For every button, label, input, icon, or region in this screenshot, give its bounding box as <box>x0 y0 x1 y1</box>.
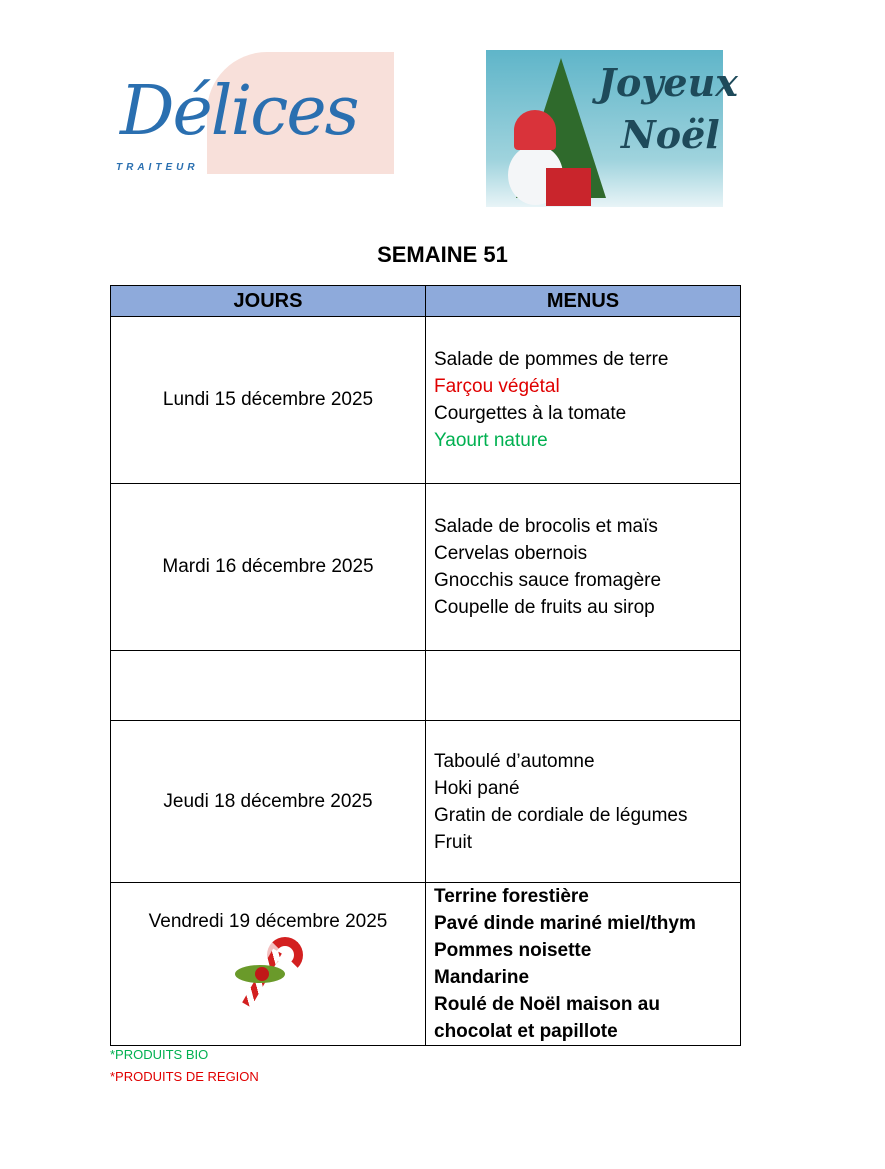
menu-item: Gnocchis sauce fromagère <box>434 570 662 591</box>
table-row <box>111 883 741 1046</box>
menu-cell <box>426 317 741 484</box>
menu-item: Courgettes à la tomate <box>434 403 627 424</box>
menu-item: Pommes noisette <box>434 940 592 961</box>
menu-item: Taboulé d’automne <box>434 750 595 772</box>
day-label: Jeudi 18 décembre 2025 <box>163 790 373 812</box>
menu-item: Coupelle de fruits au sirop <box>434 597 655 618</box>
menu-item: Yaourt nature <box>434 430 548 451</box>
day-cell <box>111 651 426 721</box>
menu-item: Salade de pommes de terre <box>434 349 669 370</box>
menu-item: Mandarine <box>434 967 530 988</box>
legend-region: *PRODUITS DE REGION <box>110 1069 259 1084</box>
day-cell <box>111 484 426 651</box>
menu-item: Farçou végétal <box>434 376 560 397</box>
day-cell <box>111 317 426 484</box>
menu-item: Hoki pané <box>434 777 520 799</box>
table-header <box>111 286 741 317</box>
menu-table <box>110 285 741 1046</box>
legend-bio: *PRODUITS BIO <box>110 1047 209 1062</box>
menu-item: Roulé de Noël maison au chocolat et papillote <box>434 994 660 1042</box>
menu-cell <box>426 883 741 1046</box>
delices-traiteur-logo <box>112 52 394 176</box>
day-label: Mardi 16 décembre 2025 <box>162 556 374 577</box>
day-cell <box>111 721 426 883</box>
menu-item: Pavé dinde mariné miel/thym <box>434 913 696 934</box>
menu-cell <box>426 721 741 883</box>
joyeux-noel-image <box>486 50 738 207</box>
page-title: SEMAINE 51 <box>377 242 508 267</box>
header-menus: MENUS <box>426 286 741 317</box>
logo-script: Délices <box>120 72 358 151</box>
table-row <box>111 317 741 484</box>
gift-icon <box>546 168 591 206</box>
table-row <box>111 484 741 651</box>
header-jours: JOURS <box>111 286 426 317</box>
menu-cell <box>426 651 741 721</box>
menu-item: Salade de brocolis et maïs <box>434 516 658 537</box>
snowman-hat-icon <box>514 110 556 150</box>
menu-item: Fruit <box>434 831 472 853</box>
day-label: Vendredi 19 décembre 2025 <box>148 911 388 932</box>
day-cell <box>111 883 426 1046</box>
greeting-line1: Joyeux <box>598 60 738 105</box>
menu-item: Gratin de cordiale de légumes <box>434 804 688 826</box>
menu-item: Terrine forestière <box>434 886 589 907</box>
greeting-line2: Noël <box>621 112 720 157</box>
menu-cell <box>426 484 741 651</box>
table-row <box>111 651 741 721</box>
candy-cane-icon <box>227 937 309 1011</box>
day-label: Lundi 15 décembre 2025 <box>162 389 374 410</box>
table-row <box>111 721 741 883</box>
logo-traiteur: TRAITEUR <box>116 162 199 173</box>
menu-item: Cervelas obernois <box>434 543 588 564</box>
